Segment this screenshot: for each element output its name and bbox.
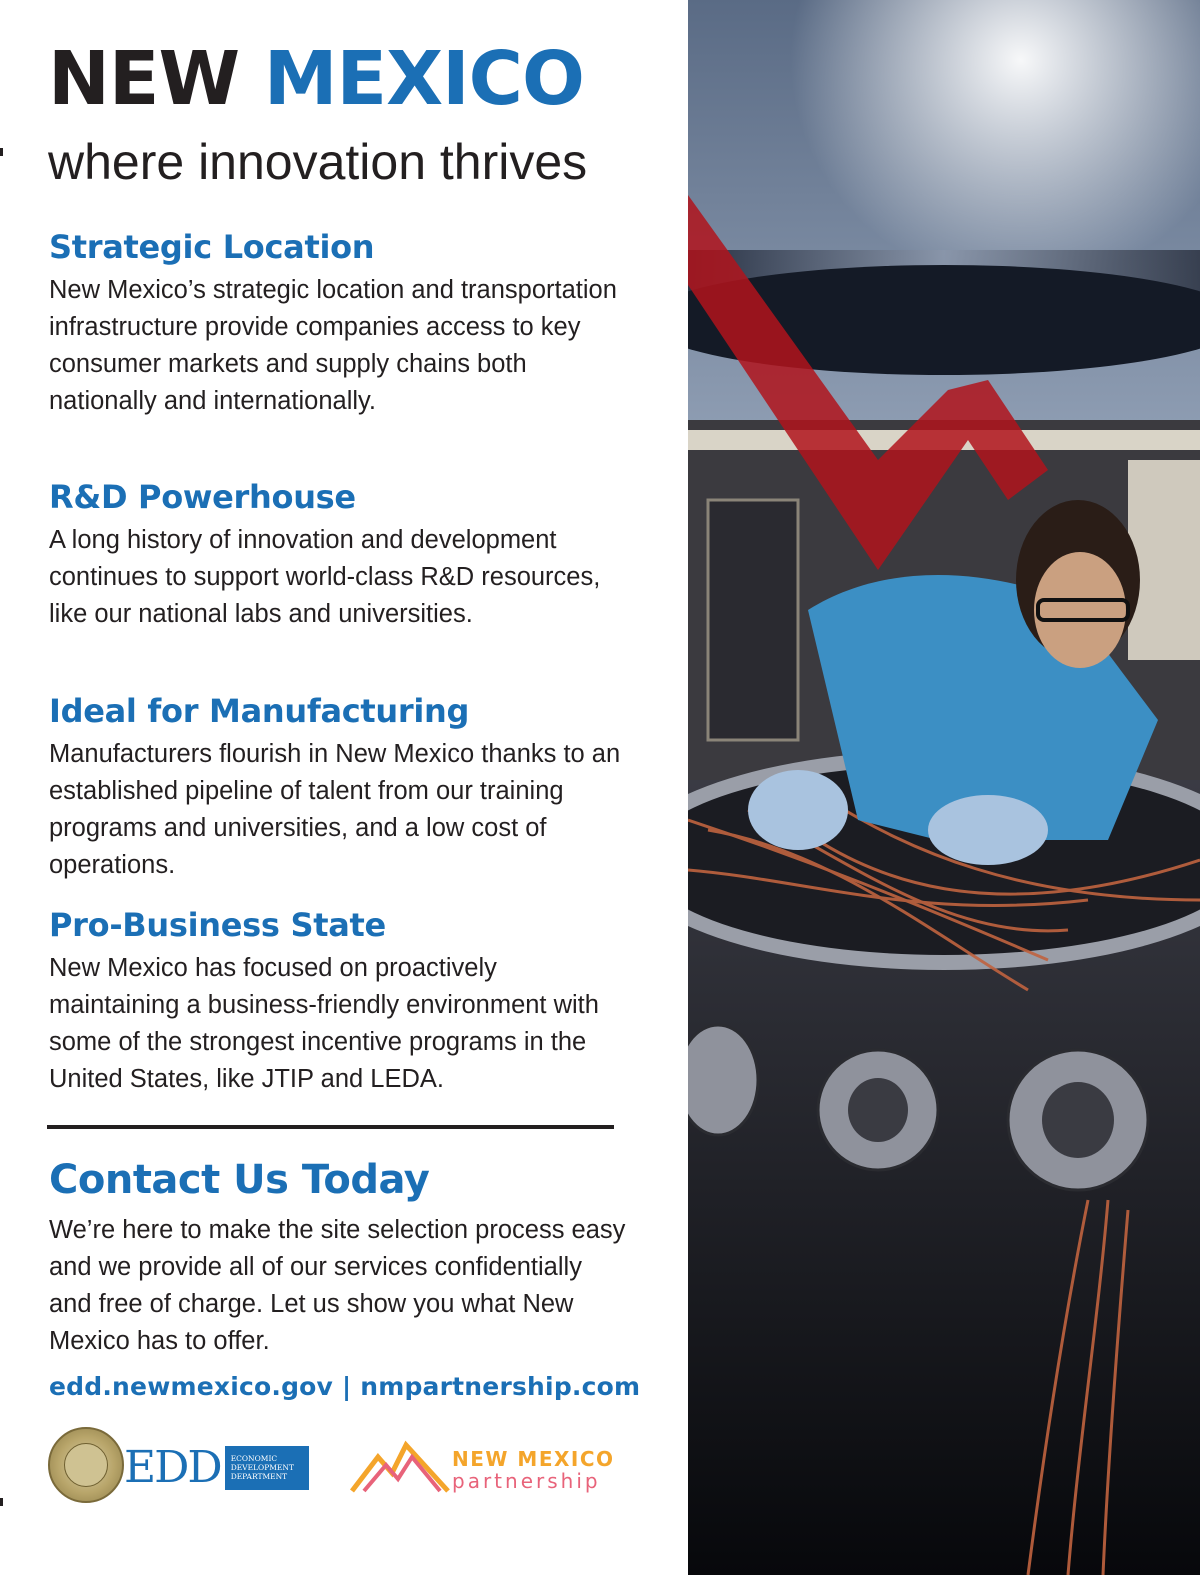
section-ideal-manufacturing bbox=[49, 692, 624, 884]
section-body: New Mexico has focused on proactively maintaining a business-friendly environment with some of the strongest incentive programs in the United States, like JTIP and LEDA. bbox=[49, 954, 599, 1094]
edd-line: DEVELOPMENT bbox=[230, 1463, 294, 1472]
section-heading: Ideal for Manufacturing bbox=[49, 692, 470, 730]
edd-department-label bbox=[225, 1446, 309, 1490]
section-heading: Pro-Business State bbox=[49, 906, 386, 944]
edd-line: DEPARTMENT bbox=[230, 1472, 288, 1481]
mountain-logo-icon bbox=[350, 1439, 450, 1495]
partnership-website-link[interactable]: nmpartnership.com bbox=[360, 1372, 641, 1401]
section-pro-business bbox=[49, 906, 624, 1098]
divider bbox=[47, 1125, 614, 1129]
crop-mark bbox=[0, 1498, 3, 1506]
edd-letters: EDD bbox=[124, 1445, 225, 1491]
crop-mark bbox=[0, 148, 3, 156]
title-word-mexico: MEXICO bbox=[263, 36, 584, 122]
edd-logo bbox=[124, 1442, 309, 1493]
partnership-name: NEW MEXICO bbox=[452, 1447, 615, 1471]
nm-partnership-logo bbox=[350, 1435, 618, 1495]
partnership-subtitle: partnership bbox=[452, 1469, 601, 1493]
section-strategic-location bbox=[49, 228, 624, 420]
tagline: where innovation thrives bbox=[48, 134, 588, 190]
contact-section bbox=[49, 1156, 629, 1360]
section-rd-powerhouse bbox=[49, 478, 624, 633]
seal-center bbox=[64, 1443, 108, 1487]
scientist-working-image bbox=[688, 0, 1200, 1575]
page-title bbox=[48, 36, 584, 122]
contact-body: We’re here to make the site selection process easy and we provide all of our services confidentially and free of charge. Let us show you what New Mexico has to offer. bbox=[49, 1216, 626, 1355]
edd-line: ECONOMIC bbox=[230, 1454, 278, 1463]
contact-heading: Contact Us Today bbox=[49, 1157, 430, 1203]
section-body: A long history of innovation and development continues to support world-class R&D resources, like our national labs and universities. bbox=[49, 526, 601, 629]
logo-row bbox=[48, 1427, 618, 1507]
section-body: New Mexico’s strategic location and transportation infrastructure provide companies access to key consumer markets and supply chains both nationally and internationally. bbox=[49, 276, 617, 416]
state-seal-icon bbox=[48, 1427, 124, 1503]
link-separator: | bbox=[333, 1372, 361, 1401]
section-heading: R&D Powerhouse bbox=[49, 478, 356, 516]
edd-website-link[interactable]: edd.newmexico.gov bbox=[49, 1372, 334, 1401]
title-word-new: NEW bbox=[48, 36, 240, 122]
lab-photo bbox=[688, 0, 1200, 1575]
section-body: Manufacturers flourish in New Mexico thanks to an established pipeline of talent from our training programs and universities, and a low cost of operations. bbox=[49, 740, 621, 880]
section-heading: Strategic Location bbox=[49, 228, 375, 266]
contact-links bbox=[49, 1372, 640, 1401]
